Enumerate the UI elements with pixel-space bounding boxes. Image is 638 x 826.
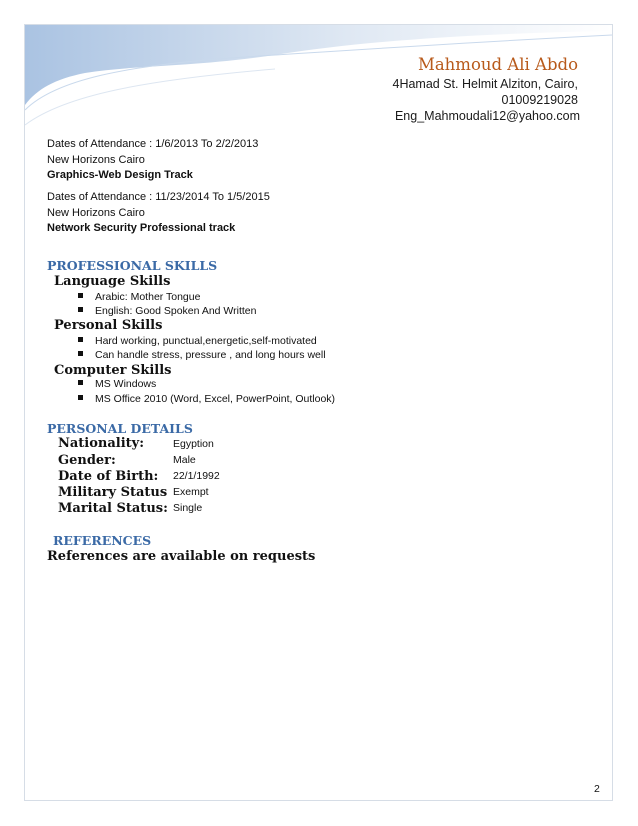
email-address: Eng_Mahmoudali12@yahoo.com xyxy=(394,109,580,123)
education-1-track: Graphics-Web Design Track xyxy=(47,169,193,181)
bullet-item: Arabic: Mother Tongue xyxy=(78,291,200,303)
bullet-item: MS Windows xyxy=(78,378,156,390)
bullet-square-icon xyxy=(78,351,83,356)
bullet-square-icon xyxy=(78,293,83,298)
date-of-birth-label: Date of Birth: xyxy=(58,469,159,484)
references-heading: REFERENCES xyxy=(53,533,152,548)
education-2-institution: New Horizons Cairo xyxy=(47,207,145,219)
education-2-dates: Dates of Attendance : 11/23/2014 To 1/5/2015 xyxy=(47,191,270,203)
professional-skills-heading: PROFESSIONAL SKILLS xyxy=(47,258,218,273)
bullet-square-icon xyxy=(78,395,83,400)
personal-skills-heading: Personal Skills xyxy=(54,318,163,333)
bullet-item: MS Office 2010 (Word, Excel, PowerPoint, Outlook) xyxy=(78,393,335,405)
gender-label: Gender: xyxy=(58,453,116,468)
language-skills-heading: Language Skills xyxy=(54,274,171,289)
bullet-square-icon xyxy=(78,307,83,312)
military-status-value: Exempt xyxy=(173,486,209,498)
marital-status-label: Marital Status: xyxy=(58,501,168,516)
computer-skills-heading: Computer Skills xyxy=(54,363,172,378)
date-of-birth-value: 22/1/1992 xyxy=(173,470,220,482)
bullet-item: English: Good Spoken And Written xyxy=(78,305,257,317)
education-1-institution: New Horizons Cairo xyxy=(47,154,145,166)
marital-status-value: Single xyxy=(173,502,203,514)
bullet-square-icon xyxy=(78,337,83,342)
contact-block xyxy=(393,54,579,124)
references-text: References are available on requests xyxy=(47,549,316,564)
bullet-square-icon xyxy=(78,380,83,385)
page-number: 2 xyxy=(594,783,600,795)
education-2-track: Network Security Professional track xyxy=(47,222,236,234)
candidate-name: Mahmoud Ali Abdo xyxy=(417,55,578,74)
bullet-item: Hard working, punctual,energetic,self-motivated xyxy=(78,335,317,347)
gender-value: Male xyxy=(173,454,196,466)
personal-details-heading: PERSONAL DETAILS xyxy=(47,421,193,436)
nationality-label: Nationality: xyxy=(58,436,145,451)
education-1-dates: Dates of Attendance : 1/6/2013 To 2/2/2013 xyxy=(47,138,259,150)
military-status-label: Military Status xyxy=(58,485,168,500)
address-line: 4Hamad St. Helmit Alziton, Cairo, xyxy=(392,77,578,91)
bullet-item: Can handle stress, pressure , and long hours well xyxy=(78,349,326,361)
phone-number: 01009219028 xyxy=(501,93,578,107)
nationality-value: Egyption xyxy=(173,438,214,450)
